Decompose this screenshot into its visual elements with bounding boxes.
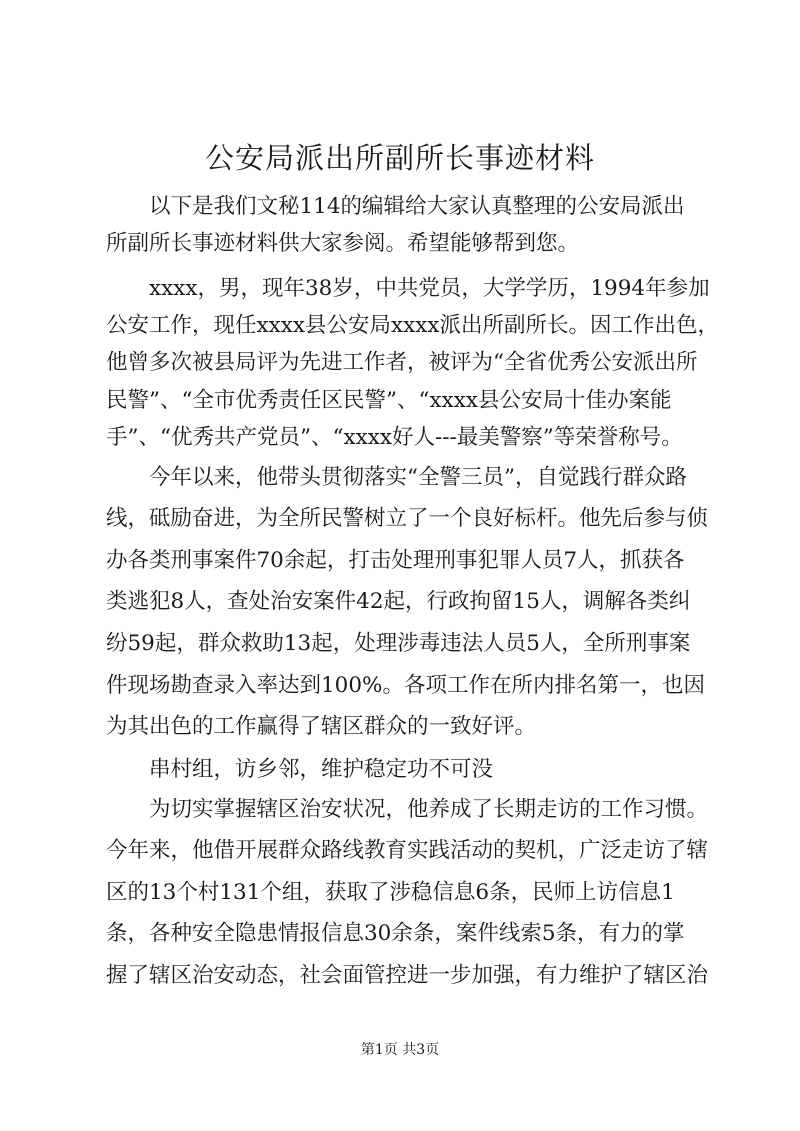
body-line: 所副所长事迹材料供大家参阅。希望能够帮到您。 bbox=[106, 231, 580, 256]
body-line: 以下是我们文秘114的编辑给大家认真整理的公安局派出 bbox=[106, 194, 685, 219]
body-line: 区的13个村131个组，获取了涉稳信息6条，民师上访信息1 bbox=[106, 880, 675, 905]
body-line: 握了辖区治安动态，社会面管控进一步加强，有力维护了辖区治 bbox=[106, 963, 709, 988]
body-line: 纷59起，群众救助13起，处理涉毒违法人员5人，全所刑事案 bbox=[106, 631, 691, 656]
body-line: 办各类刑事案件70余起，打击处理刑事犯罪人员7人，抓获各 bbox=[106, 548, 685, 573]
document-title: 公安局派出所副所长事迹材料 bbox=[204, 141, 595, 175]
page-number-footer: 第1页 共3页 bbox=[360, 1042, 440, 1058]
body-line: 他曾多次被县局评为先进工作者，被评为“全省优秀公安派出所 bbox=[106, 350, 698, 375]
body-line: xxxx，男，现年38岁，中共党员，大学学历，1994年参加 bbox=[106, 276, 710, 301]
body-line: 今年来，他借开展群众路线教育实践活动的契机，广泛走访了辖 bbox=[106, 838, 709, 863]
body-line: 为切实掌握辖区治安状况，他养成了长期走访的工作习惯。 bbox=[106, 797, 709, 822]
body-line: 手”、“优秀共产党员”、“xxxx好人---最美警察”等荣誉称号。 bbox=[106, 425, 683, 450]
body-line: 今年以来，他带头贯彻落实“全警三员”，自觉践行群众路 bbox=[106, 465, 687, 490]
body-line: 类逃犯8人，查处治安案件42起，行政拘留15人，调解各类纠 bbox=[106, 589, 691, 614]
body-line: 串村组，访乡邻，维护稳定功不可没 bbox=[106, 757, 494, 782]
body-line: 民警”、“全市优秀责任区民警”、“xxxx县公安局十佳办案能 bbox=[106, 388, 672, 413]
body-line: 线，砥励奋进，为全所民警树立了一个良好标杆。他先后参与侦 bbox=[106, 506, 709, 531]
body-line: 为其出色的工作赢得了辖区群众的一致好评。 bbox=[106, 714, 537, 739]
body-line: 公安工作，现任xxxx县公安局xxxx派出所副所长。因工作出色， bbox=[106, 313, 720, 338]
body-line: 件现场勘查录入率达到100%。各项工作在所内排名第一，也因 bbox=[106, 673, 705, 698]
body-line: 条，各种安全隐患情报信息30余条，案件线索5条，有力的掌 bbox=[106, 921, 685, 946]
